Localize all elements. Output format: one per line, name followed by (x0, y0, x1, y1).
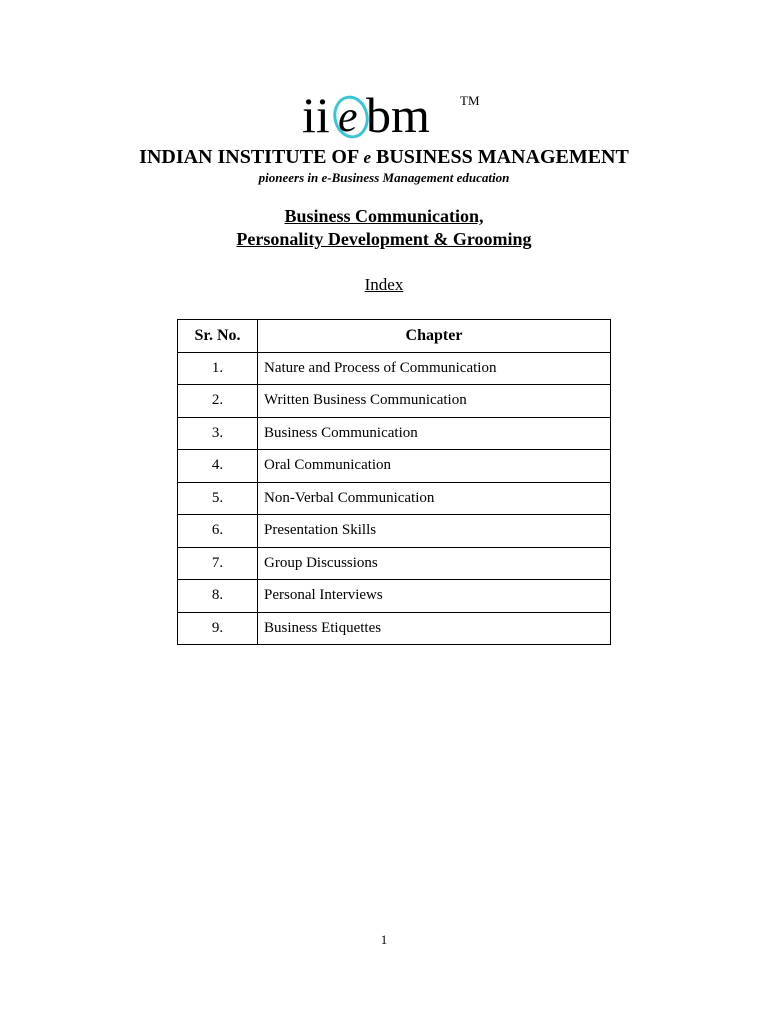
page-number: 1 (380, 932, 388, 947)
table-row (178, 612, 611, 645)
row-number: 6. (178, 515, 258, 548)
table-row (178, 385, 611, 418)
table-row (178, 482, 611, 515)
index-heading: Index (364, 275, 404, 294)
row-chapter: Group Discussions (258, 547, 611, 580)
logo-text-ii: ii (302, 87, 330, 143)
table-row (178, 352, 611, 385)
table-row (178, 547, 611, 580)
header-sr-no: Sr. No. (178, 320, 258, 353)
row-chapter: Oral Communication (258, 450, 611, 483)
row-number: 8. (178, 580, 258, 613)
tagline: pioneers in e-Business Management education (258, 170, 510, 185)
row-chapter: Business Communication (258, 417, 611, 450)
institute-name-part1: INDIAN INSTITUTE OF (139, 146, 364, 168)
iiebm-logo (302, 87, 492, 143)
table-row (178, 515, 611, 548)
logo-e-ring (332, 94, 370, 140)
logo-text-e: e (338, 92, 358, 141)
document-title-line1: Business Communication, (284, 206, 484, 226)
trademark-mark: TM (460, 93, 480, 108)
header-chapter: Chapter (258, 320, 611, 353)
document-title-line2: Personality Development & Grooming (236, 229, 532, 249)
institute-name (0, 146, 768, 169)
row-number: 2. (178, 385, 258, 418)
row-chapter: Personal Interviews (258, 580, 611, 613)
table-row (178, 417, 611, 450)
row-chapter: Presentation Skills (258, 515, 611, 548)
table-row (178, 450, 611, 483)
table-row (178, 580, 611, 613)
institute-name-part2: BUSINESS MANAGEMENT (371, 146, 629, 168)
row-number: 5. (178, 482, 258, 515)
row-number: 4. (178, 450, 258, 483)
document-title (0, 205, 768, 251)
logo-text-bm: bm (366, 87, 430, 143)
row-chapter: Business Etiquettes (258, 612, 611, 645)
index-table (177, 319, 611, 645)
row-number: 3. (178, 417, 258, 450)
row-number: 1. (178, 352, 258, 385)
row-chapter: Non-Verbal Communication (258, 482, 611, 515)
row-number: 7. (178, 547, 258, 580)
table-header-row (178, 320, 611, 353)
row-chapter: Written Business Communication (258, 385, 611, 418)
row-chapter: Nature and Process of Communication (258, 352, 611, 385)
institute-name-e: e (363, 148, 372, 167)
row-number: 9. (178, 612, 258, 645)
